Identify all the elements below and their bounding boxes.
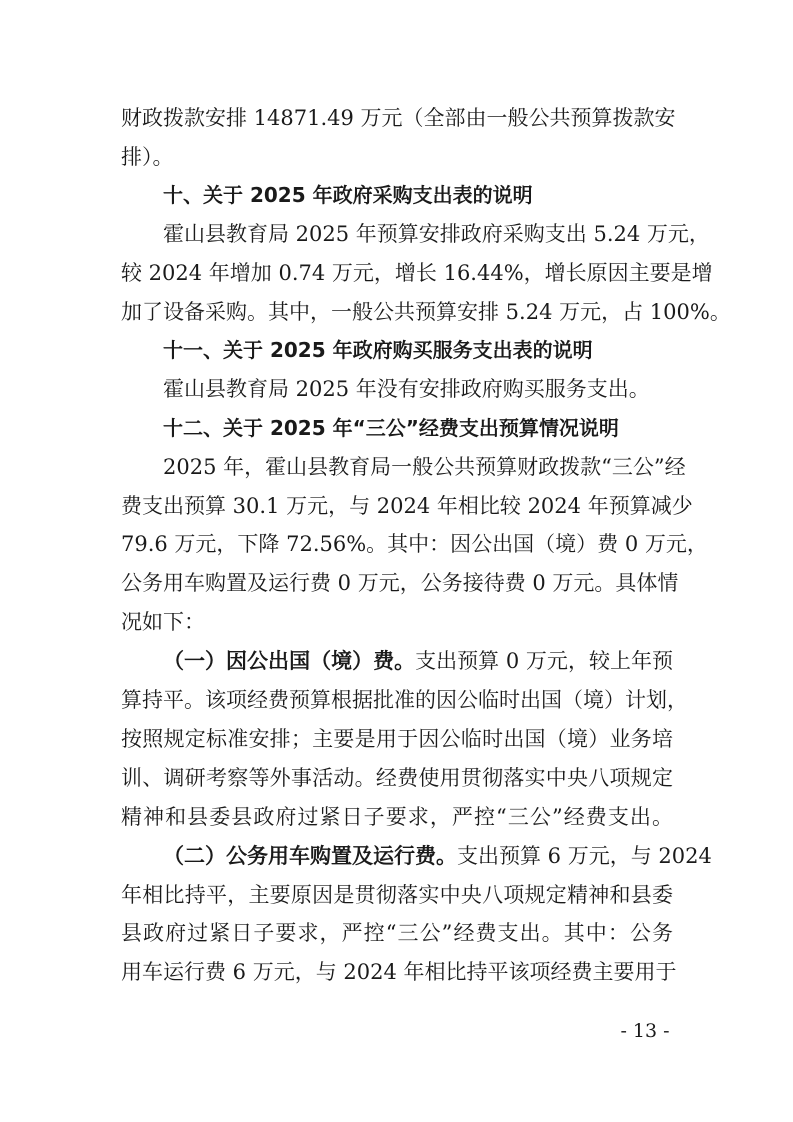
section-heading-procurement: 十、关于 2025 年政府采购支出表的说明 [163, 183, 533, 207]
paragraph-line: 财政拨款安排 14871.49 万元（全部由一般公共预算拨款安 [121, 106, 676, 130]
paragraph-line: 排）。 [121, 145, 174, 169]
paragraph-text: 支出预算 6 万元，与 2024 [457, 844, 712, 868]
paragraph-text: 支出预算 0 万元，较上年预 [415, 649, 673, 673]
subheading-overseas-travel: （一）因公出国（境）费。 [163, 648, 416, 673]
paragraph-line: 精神和县委县政府过紧日子要求，严控“三公”经费支出。 [121, 805, 673, 829]
paragraph-line: 按照规定标准安排；主要是用于因公临时出国（境）业务培 [121, 727, 673, 751]
paragraph-line: 霍山县教育局 2025 年预算安排政府采购支出 5.24 万元， [163, 222, 710, 246]
paragraph-line [163, 646, 673, 676]
paragraph-line: 霍山县教育局 2025 年没有安排政府购买服务支出。 [163, 377, 650, 401]
paragraph-line: 费支出预算 30.1 万元，与 2024 年相比较 2024 年预算减少 [121, 494, 693, 518]
paragraph-line: 训、调研考察等外事活动。经费使用贯彻落实中央八项规定 [121, 766, 673, 790]
page-number: - 13 - [620, 1020, 670, 1042]
paragraph-line [163, 841, 712, 871]
paragraph-line: 县政府过紧日子要求，严控“三公”经费支出。其中：公务 [121, 921, 673, 945]
section-heading-purchased-services: 十一、关于 2025 年政府购买服务支出表的说明 [163, 338, 593, 362]
paragraph-line: 加了设备采购。其中，一般公共预算安排 5.24 万元，占 100%。 [121, 300, 731, 324]
paragraph-line: 79.6 万元，下降 72.56%。其中：因公出国（境）费 0 万元， [121, 532, 708, 556]
paragraph-line: 2025 年，霍山县教育局一般公共预算财政拨款“三公”经 [163, 455, 686, 479]
paragraph-line: 况如下： [121, 610, 205, 634]
paragraph-line: 用车运行费 6 万元，与 2024 年相比持平该项经费主要用于 [121, 960, 677, 984]
subheading-official-vehicles: （二）公务用车购置及运行费。 [163, 843, 457, 868]
paragraph-line: 算持平。该项经费预算根据批准的因公临时出国（境）计划， [121, 688, 688, 712]
paragraph-line: 较 2024 年增加 0.74 万元，增长 16.44%，增长原因主要是增 [121, 261, 713, 285]
paragraph-line: 年相比持平，主要原因是贯彻落实中央八项规定精神和县委 [121, 883, 673, 907]
paragraph-line: 公务用车购置及运行费 0 万元，公务接待费 0 万元。具体情 [121, 571, 679, 595]
section-heading-three-public: 十二、关于 2025 年“三公”经费支出预算情况说明 [163, 416, 619, 440]
